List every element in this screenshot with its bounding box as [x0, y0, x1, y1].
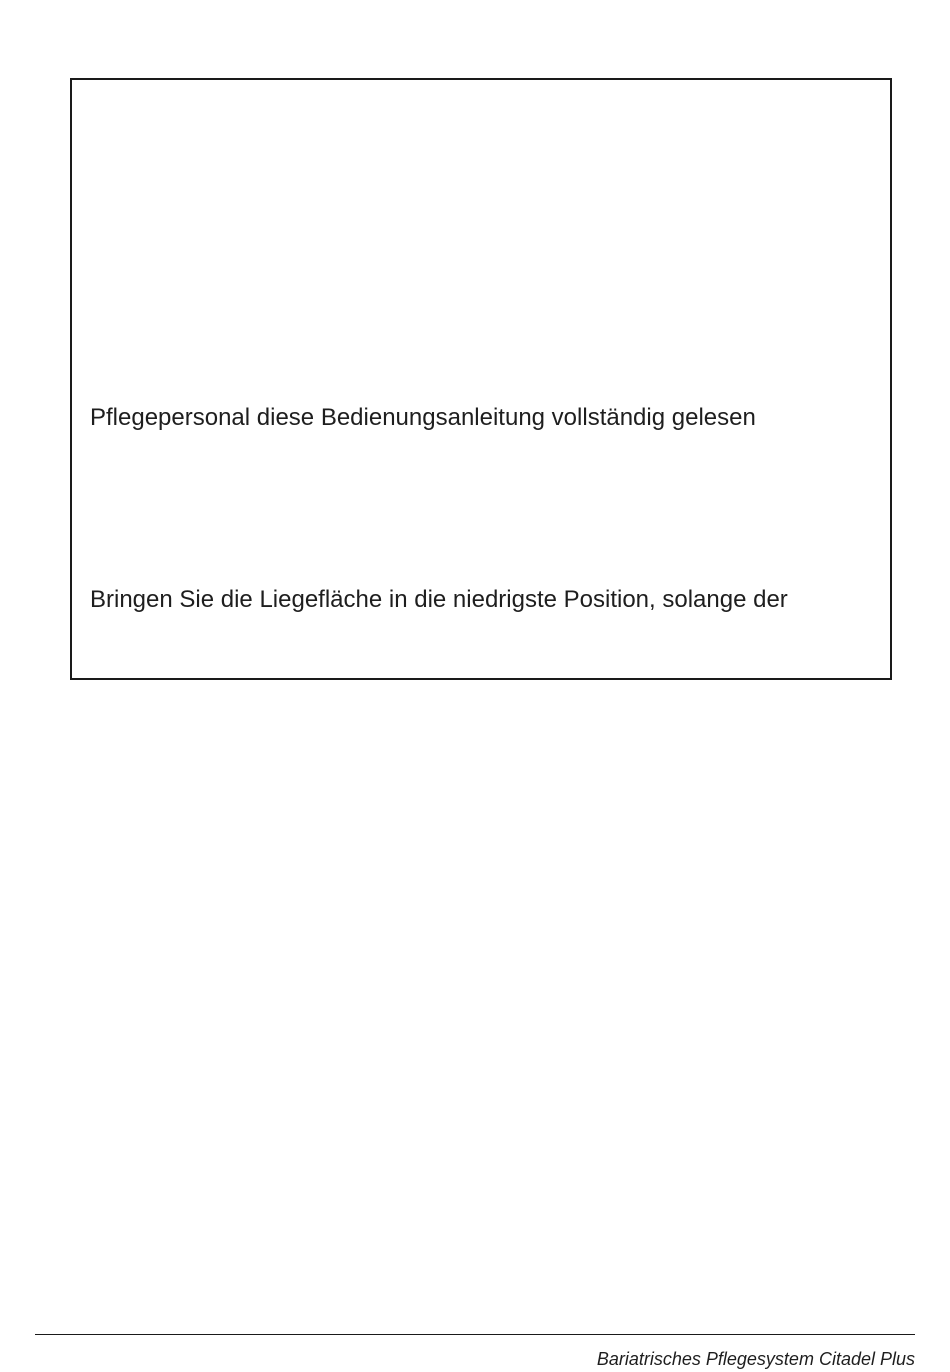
- footer-product-name: Bariatrisches Pflegesystem Citadel Plus: [596, 1349, 915, 1369]
- notice-line-lowest-position: Bringen Sie die Liegefläche in die niedrigste Position, solange der: [90, 586, 788, 613]
- footer-divider: [35, 1334, 915, 1335]
- notice-box: [70, 78, 892, 680]
- notice-line-manual: Pflegepersonal diese Bedienungsanleitung vollständig gelesen: [90, 404, 756, 431]
